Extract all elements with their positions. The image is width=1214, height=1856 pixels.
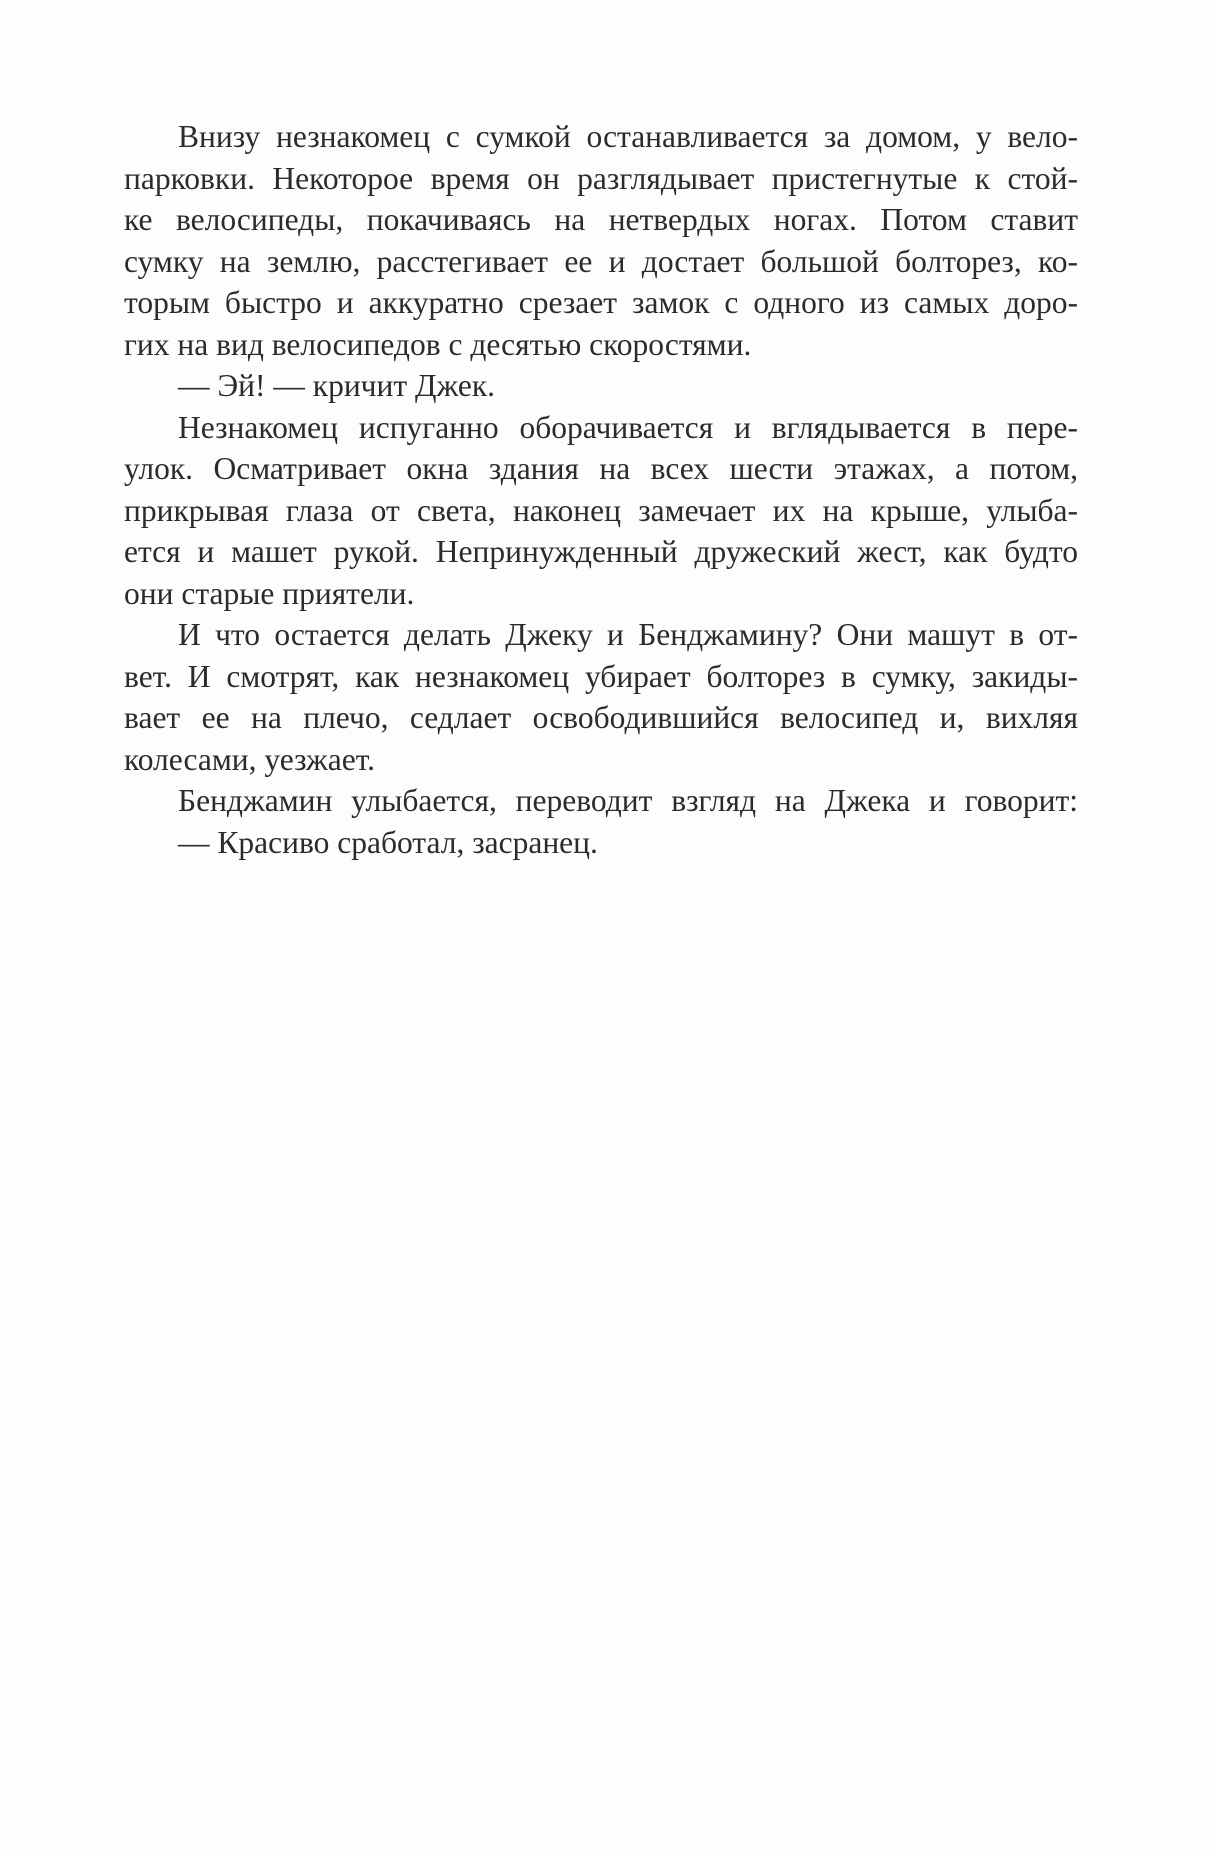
text-line: Незнакомец испуганно оборачивается и вглядывается в пере- xyxy=(178,409,1078,445)
text-line: Бенджамин улыбается, переводит взгляд на Джека и говорит: xyxy=(178,783,1078,818)
text-line: ется и машет рукой. Непринужденный дружеский жест, как будто xyxy=(124,534,1078,569)
text-line: Внизу незнакомец с сумкой останавливается за домом, у вело- xyxy=(178,119,1078,154)
text-line: колесами, уезжает. xyxy=(124,741,375,777)
text-line: вает ее на плечо, седлает освободившийся велосипед и, вихляя xyxy=(124,700,1078,735)
dialogue-line: — Эй! — кричит Джек. xyxy=(178,368,496,403)
text-line: ке велосипеды, покачиваясь на нетвердых ногах. Потом ставит xyxy=(124,202,1078,237)
text-line: они старые приятели. xyxy=(124,575,415,611)
dialogue-line: — Красиво сработал, засранец. xyxy=(178,824,598,860)
text-line: вет. И смотрят, как незнакомец убирает болторез в сумку, закиды- xyxy=(124,658,1078,694)
text-line: улок. Осматривает окна здания на всех шести этажах, а потом, xyxy=(124,451,1078,486)
text-line: прикрывая глаза от света, наконец замечает их на крыше, улыба- xyxy=(124,492,1078,528)
text-line: гих на вид велосипедов с десятью скоростями. xyxy=(124,326,752,362)
text-line: торым быстро и аккуратно срезает замок с одного из самых доро- xyxy=(124,285,1078,320)
text-line: парковки. Некоторое время он разглядывает пристегнутые к стой- xyxy=(124,160,1078,196)
text-line: сумку на землю, расстегивает ее и достает большой болторез, ко- xyxy=(124,243,1078,279)
text-line: И что остается делать Джеку и Бенджамину? Они машут в от- xyxy=(178,617,1078,652)
page-text xyxy=(124,116,1078,863)
